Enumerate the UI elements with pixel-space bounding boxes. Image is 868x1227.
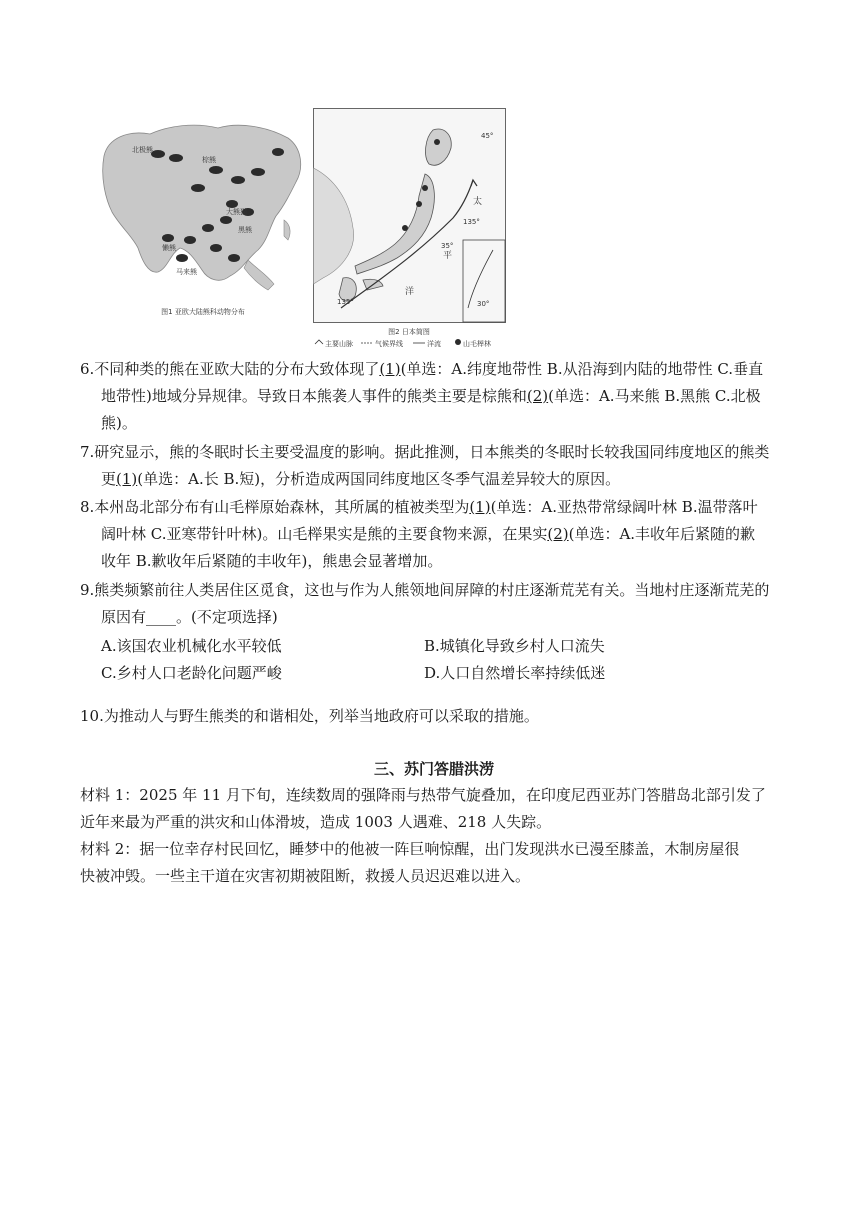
legend-climate-boundary: 气候界线 — [375, 340, 403, 348]
legend-beech-forest: 山毛榉林 — [463, 340, 491, 348]
legend-ocean-current: 洋流 — [427, 340, 441, 348]
label-ping: 平 — [443, 251, 453, 261]
question-10: 10.为推动人与野生熊类的和谐相处，列举当地政府可以采取的措施。 — [80, 707, 539, 725]
figure-2-legend — [315, 339, 491, 348]
figure-2-caption: 图2 日本简图 — [388, 328, 430, 336]
label-35-deg: 35° — [441, 242, 454, 250]
material-2: 材料 2：据一位幸存村民回忆，睡梦中的他被一阵巨响惊醒，出门发现洪水已漫至膝盖，木制房屋很 快被冲毁。一些主干道在灾害初期被阻断，救援人员迟迟难以进入。 — [80, 840, 740, 885]
section-3-title: 三、苏门答腊洪涝 — [373, 760, 494, 778]
label-black-bear: 黑熊 — [238, 226, 252, 234]
figure-1-caption: 图1 亚欧大陆熊科动物分布 — [161, 308, 245, 316]
label-135-deg-bottom: 135° — [337, 298, 354, 306]
material-1: 材料 1：2025 年 11 月下旬，连续数周的强降雨与热带气旋叠加，在印度尼西亚苏门答腊岛北部引发了 近年来最为严重的洪灾和山体滑坡，造成 1003 人遇难、218 人失踪。 — [80, 786, 766, 831]
label-45-deg: 45° — [481, 132, 494, 140]
label-135-deg-top: 135° — [463, 218, 480, 226]
label-tai: 太 — [473, 197, 483, 207]
option-a: A.该国农业机械化水平较低 — [101, 637, 282, 655]
blank-q9: ____ — [146, 608, 177, 626]
question-9-options — [101, 633, 791, 693]
blank-q6-2: (2) — [526, 387, 549, 405]
option-c: C.乡村人口老龄化问题严峻 — [101, 664, 282, 682]
question-9: 9.熊类频繁前往人类居住区觅食，这也与作为人熊领地间屏障的村庄逐渐荒芜有关。当地村庄逐渐荒芜的 原因有____。(不定项选择) — [80, 581, 770, 626]
question-8: 8.本州岛北部分布有山毛榉原始森林，其所属的植被类型为(1)(单选：A.亚热带常绿阔叶林 B.温带落叶 阔叶林 C.亚寒带针叶林)。山毛榉果实是熊的主要食物来源，在果实(2)(单选：A.丰收年后紧随的歉 收年 B.歉收年后紧随的丰收年)，熊患会显著增加。 — [80, 498, 758, 570]
question-7: 7.研究显示，熊的冬眠时长主要受温度的影响。据此推测，日本熊类的冬眠时长较我国同纬度地区的熊类 更(1)(单选：A.长 B.短)，分析造成两国同纬度地区冬季气温差异较大的原因。 — [80, 443, 770, 488]
option-b: B.城镇化导致乡村人口流失 — [424, 637, 605, 655]
blank-q6-1: (1) — [379, 360, 401, 378]
blank-q7-1: (1) — [116, 470, 138, 488]
figure-japan-map — [313, 108, 506, 348]
label-yang: 洋 — [405, 287, 415, 297]
figure-eurasia-bear-map — [98, 108, 308, 326]
blank-q8-1: (1) — [469, 498, 491, 516]
question-6: 6.不同种类的熊在亚欧大陆的分布大致体现了(1)(单选：A.纬度地带性 B.从沿海到内陆的地带性 C.垂直 地带性)地域分异规律。导致日本熊袭人事件的熊类主要是棕熊和(2)(单选：A.马来熊 B.黑熊 C.北极 熊)。 — [80, 360, 764, 432]
blank-q8-2: (2) — [547, 525, 569, 543]
label-sun-bear: 马来熊 — [176, 268, 197, 276]
label-giant-panda: 大熊猫 — [226, 208, 247, 216]
label-polar-bear: 北极熊 — [132, 146, 153, 154]
option-d: D.人口自然增长率持续低迷 — [424, 664, 606, 682]
label-sloth-bear: 懒熊 — [162, 244, 176, 252]
legend-mountains: 主要山脉 — [325, 340, 353, 348]
label-brown-bear: 棕熊 — [202, 156, 216, 164]
label-30-deg: 30° — [477, 300, 490, 308]
